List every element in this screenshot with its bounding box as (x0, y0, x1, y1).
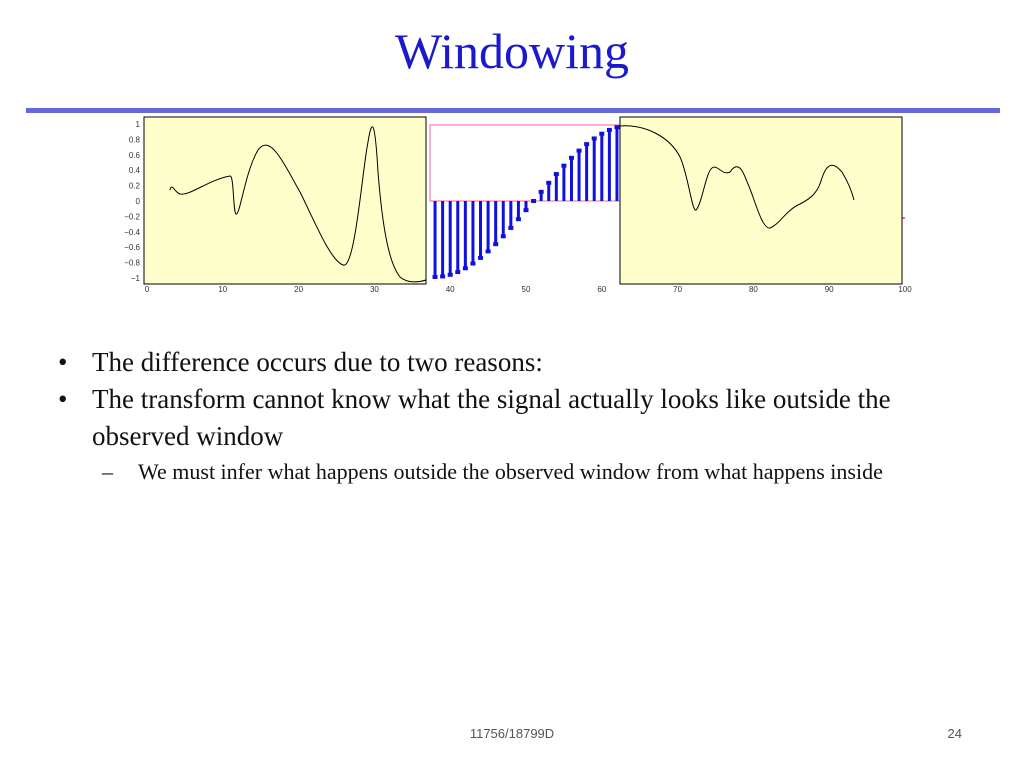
stem-cap (493, 242, 498, 246)
bullet-item (52, 381, 982, 455)
stem-cap (607, 128, 612, 132)
y-tick-label: −1 (130, 274, 140, 283)
stem-cap (531, 199, 536, 203)
stem-cap (433, 275, 438, 279)
x-tick-label: 20 (294, 285, 304, 294)
bullet-text: The transform cannot know what the signal actually looks like outside the observed window (92, 384, 891, 451)
x-tick-label: 90 (824, 285, 834, 294)
x-tick-label: 60 (597, 285, 607, 294)
bullet-text: The difference occurs due to two reasons: (92, 347, 543, 377)
stem-cap (614, 125, 619, 129)
stem-cap (440, 274, 445, 278)
stem-cap (448, 273, 453, 277)
stem-cap (516, 217, 521, 221)
stem-cap (463, 266, 468, 270)
stem-cap (577, 149, 582, 153)
x-tick-label: 30 (369, 285, 379, 294)
y-tick-label: −0.4 (124, 227, 140, 237)
bullet-glyph: • (58, 384, 68, 414)
x-tick-label: 10 (218, 285, 228, 294)
left-panel (144, 117, 426, 284)
bullet-item (52, 344, 982, 381)
stem-cap (539, 190, 544, 194)
y-tick-label: 0.6 (128, 150, 140, 160)
slide-title: Windowing (394, 23, 630, 79)
bullet-glyph: • (58, 347, 68, 377)
y-tick-label: 0 (135, 197, 140, 206)
stem-cap (599, 132, 604, 136)
stem-cap (470, 262, 475, 266)
x-axis-ticks (145, 285, 912, 294)
stem-cap (569, 156, 574, 160)
dash-glyph: – (102, 459, 113, 484)
x-tick-label: 70 (673, 285, 683, 294)
stem-cap (554, 172, 559, 176)
stem-cap (501, 234, 506, 238)
window-box (430, 125, 620, 201)
y-tick-label: −0.2 (124, 212, 140, 222)
y-tick-label: 0.8 (128, 135, 140, 145)
stem-cap (478, 256, 483, 260)
y-tick-label: 1 (135, 120, 140, 129)
footer-course-code: 11756/18799D (469, 726, 555, 741)
stem-cap (508, 226, 513, 230)
bullet-list (52, 344, 982, 487)
right-panel (620, 117, 902, 284)
stem-cap (546, 181, 551, 185)
stem-cap (455, 270, 460, 274)
x-tick-label: 80 (748, 285, 758, 294)
x-tick-label: 50 (521, 285, 531, 294)
stem-cap (486, 249, 491, 253)
y-tick-label: 0.2 (128, 181, 140, 191)
stem-cap (524, 208, 529, 212)
x-tick-label: 0 (144, 285, 150, 294)
y-tick-label: −0.8 (124, 258, 140, 268)
y-axis-ticks (124, 120, 140, 283)
x-tick-label: 100 (898, 285, 912, 294)
x-tick-label: 40 (445, 285, 455, 294)
y-tick-label: −0.6 (124, 243, 140, 253)
stem-cap (561, 164, 566, 168)
stem-cap (584, 142, 589, 146)
stem-cap (592, 136, 597, 140)
sub-bullet-item (52, 457, 982, 487)
sub-bullet-text: We must infer what happens outside the observed window from what happens inside (138, 459, 883, 484)
windowing-figure (100, 112, 910, 296)
y-tick-label: 0.4 (128, 166, 140, 176)
page-number: 24 (947, 726, 962, 741)
